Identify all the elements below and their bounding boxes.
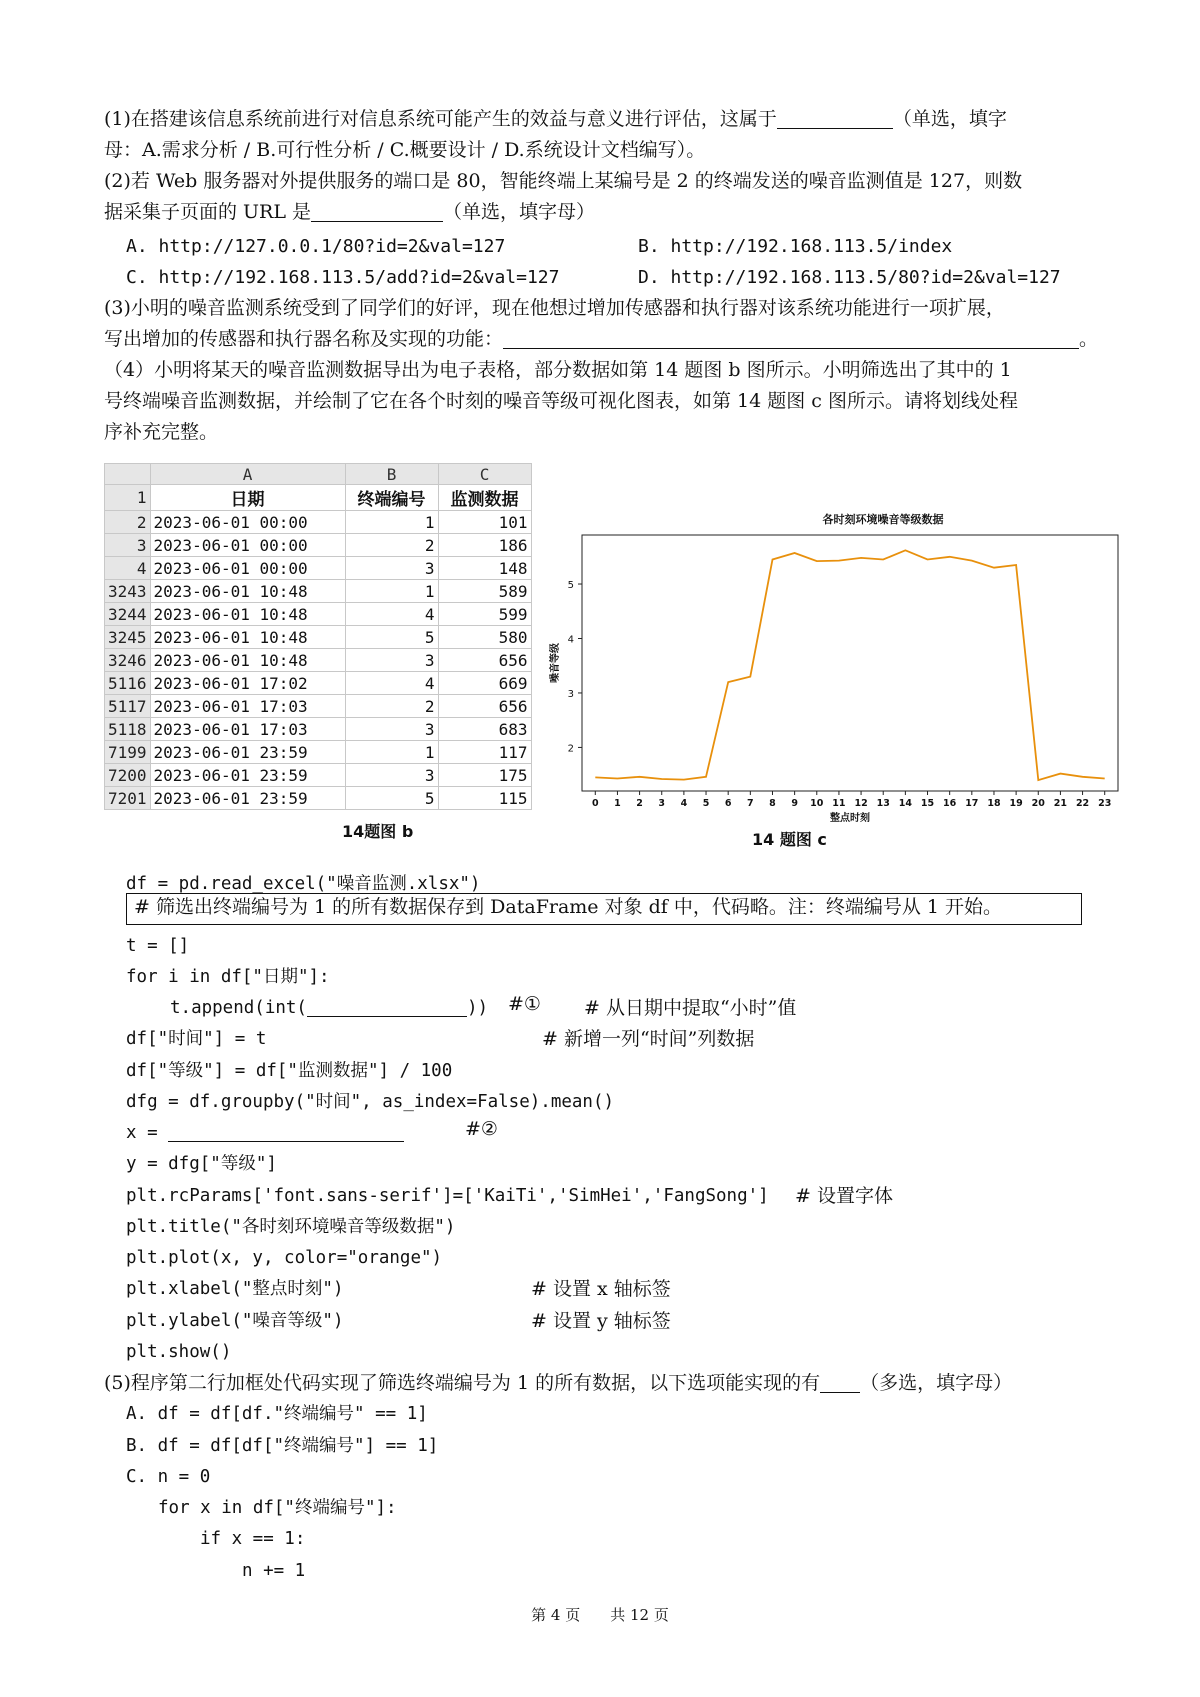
row-header: 3 [105,534,151,557]
table-row [105,557,532,580]
code-line-5 [170,993,488,1024]
y-tick-label: 5 [567,580,574,592]
cell-date: 2023-06-01 00:00 [150,534,345,557]
code-line-6: df["时间"] = t [126,1029,267,1049]
cell-id: 3 [345,718,438,741]
cell-date: 2023-06-01 00:00 [150,511,345,534]
x-tick-label: 2 [636,798,643,809]
q2-option-b: B. http://192.168.113.5/index [638,236,953,257]
cell-value: 101 [438,511,531,534]
blank-1[interactable] [307,996,467,1017]
chart-plot-frame [582,535,1118,791]
table-row [105,718,532,741]
cell-value: 656 [438,649,531,672]
cell-id: 4 [345,672,438,695]
code-line-10: y = dfg["等级"] [126,1154,277,1174]
table-row [105,580,532,603]
x-tick-label: 23 [1098,798,1112,809]
chart-series [595,550,1104,780]
cell-value: 186 [438,534,531,557]
table-row [105,741,532,764]
q2-answer-blank[interactable] [311,201,443,222]
row-header: 7200 [105,764,151,787]
x-tick-label: 22 [1075,798,1090,809]
row-header: 3245 [105,626,151,649]
q3-period: 。 [1079,328,1099,350]
q4-text-3: 序补充完整。 [104,421,219,443]
q4-text-2: 号终端噪音监测数据，并绘制了它在各个时刻的噪音等级可视化图表，如第 14 题图 c 图所示。请将划线处程 [104,390,1018,412]
x-tick-label: 20 [1031,798,1045,809]
code-line-11-comment: # 设置字体 [795,1185,893,1207]
cell-value: 599 [438,603,531,626]
column-header-a: A [150,464,345,485]
question-2 [104,166,1114,228]
cell-value: 589 [438,580,531,603]
question-1 [104,104,1114,166]
x-tick-label: 14 [898,798,912,809]
table-row [105,787,532,810]
code-line-7: df["等级"] = df["监测数据"] / 100 [126,1061,453,1081]
x-tick-label: 15 [920,798,935,809]
x-tick-label: 0 [591,798,599,809]
code-line-15: plt.ylabel("噪音等级") [126,1311,344,1331]
cell-date: 2023-06-01 10:48 [150,580,345,603]
q1-hint: （单选，填字 [892,108,1007,130]
q5-option-c-line-1: C. n = 0 [126,1467,211,1487]
code-line-5-start: t.append(int( [170,998,307,1018]
x-tick-label: 1 [614,798,621,809]
cell-value: 175 [438,764,531,787]
x-tick-label: 12 [854,798,868,809]
cell-date: 2023-06-01 23:59 [150,787,345,810]
code-line-1: df = pd.read_excel("噪音监测.xlsx") [126,874,481,894]
q2-option-c: C. http://192.168.113.5/add?id=2&val=127 [126,267,560,288]
row-header: 4 [105,557,151,580]
q2-option-d: D. http://192.168.113.5/80?id=2&val=127 [638,267,1061,288]
x-tick-label: 8 [769,798,776,809]
row-header: 1 [105,485,151,511]
table-row [105,649,532,672]
cell-id: 1 [345,741,438,764]
row-header: 3246 [105,649,151,672]
cell-id: 2 [345,534,438,557]
q1-answer-blank[interactable] [777,108,893,129]
cell-date: 2023-06-01 10:48 [150,649,345,672]
cell-date: 2023-06-01 23:59 [150,764,345,787]
cell-date: 2023-06-01 17:02 [150,672,345,695]
table-row [105,534,532,557]
question-5 [104,1368,1114,1399]
x-tick-label: 3 [658,798,666,809]
table-row [105,603,532,626]
cell-id: 5 [345,626,438,649]
cell-date: 2023-06-01 10:48 [150,603,345,626]
code-line-11: plt.rcParams['font.sans-serif']=['KaiTi','SimHei','FangSong'] [126,1186,769,1206]
y-axis-label: 噪音等级 [550,643,561,683]
row-header: 2 [105,511,151,534]
q5-option-c-line-4: n += 1 [242,1561,306,1581]
q5-answer-blank[interactable] [820,1372,860,1393]
x-tick-label: 9 [791,798,798,809]
x-tick-label: 4 [680,798,688,809]
q3-text: (3)小明的噪音监测系统受到了同学们的好评，现在他想过增加传感器和执行器对该系统功能进行一项扩展， [104,297,1005,319]
q5-option-c-line-2: for x in df["终端编号"]: [158,1498,397,1518]
row-header: 5116 [105,672,151,695]
series-line [595,550,1104,780]
code-line-12: plt.title("各时刻环境噪音等级数据") [126,1217,456,1237]
cell-id: 5 [345,787,438,810]
code-line-16: plt.show() [126,1342,232,1362]
q5-option-a: A. df = df[df."终端编号" == 1] [126,1404,428,1424]
q2-hint: （单选，填字母） [443,201,596,223]
x-tick-label: 7 [747,798,754,809]
x-tick-label: 5 [702,798,710,809]
code-line-14-comment: # 设置 x 轴标签 [531,1278,671,1300]
x-axis-ticks [592,791,1111,809]
spreadsheet-table [104,463,532,810]
cell-id: 1 [345,580,438,603]
x-axis-label: 整点时刻 [830,813,870,824]
q5-text: (5)程序第二行加框处代码实现了筛选终端编号为 1 的所有数据，以下选项能实现的有 [104,1372,821,1394]
code-line-4: for i in df["日期"]: [126,967,330,987]
header-date: 日期 [150,485,345,511]
header-terminal-id: 终端编号 [345,485,438,511]
code-line-13: plt.plot(x, y, color="orange") [126,1248,443,1268]
figure-b-caption: 14题图 b [342,822,414,841]
code-line-15-comment: # 设置 y 轴标签 [531,1310,671,1332]
cell-date: 2023-06-01 17:03 [150,695,345,718]
x-tick-label: 16 [943,798,957,809]
row-header: 3243 [105,580,151,603]
q2-option-a: A. http://127.0.0.1/80?id=2&val=127 [126,236,506,257]
cell-date: 2023-06-01 10:48 [150,626,345,649]
cell-id: 1 [345,511,438,534]
spreadsheet-figure-b [104,463,540,830]
page-footer: 第 4 页 共 12 页 [531,1606,669,1624]
cell-id: 3 [345,764,438,787]
q5-option-b: B. df = df[df["终端编号"] == 1] [126,1436,439,1456]
blank-2[interactable] [168,1121,404,1142]
figure-c-caption: 14 题图 c [752,830,827,849]
code-line-8: dfg = df.groupby("时间", as_index=False).mean() [126,1092,615,1112]
q3-text-2: 写出增加的传感器和执行器名称及实现的功能： [104,328,504,350]
code-line-3: t = [] [126,936,190,956]
code-line-9-start: x = [126,1123,158,1143]
code-line-14: plt.xlabel("整点时刻") [126,1279,344,1299]
row-header: 3244 [105,603,151,626]
q3-answer-blank[interactable] [503,328,1079,349]
q5-hint: （多选，填字母） [860,1372,1013,1394]
cell-value: 656 [438,695,531,718]
q1-text: (1)在搭建该信息系统前进行对信息系统可能产生的效益与意义进行评估，这属于 [104,108,777,130]
q2-text: (2)若 Web 服务器对外提供服务的端口是 80，智能终端上某编号是 2 的终端发送的噪音监测值是 127，则数 [104,170,1023,192]
x-tick-label: 21 [1053,798,1068,809]
table-row [105,695,532,718]
cell-id: 3 [345,649,438,672]
row-header: 7201 [105,787,151,810]
code-line-9 [126,1118,404,1149]
x-tick-label: 11 [832,798,846,809]
question-3 [104,293,1114,355]
q2-text-2: 据采集子页面的 URL 是 [104,201,312,223]
table-row [105,626,532,649]
cell-date: 2023-06-01 23:59 [150,741,345,764]
cell-value: 115 [438,787,531,810]
q4-text: （4）小明将某天的噪音监测数据导出为电子表格，部分数据如第 14 题图 b 图所示。小明筛选出了其中的 1 [104,359,1012,381]
column-header-b: B [345,464,438,485]
header-measurement: 监测数据 [438,485,531,511]
x-tick-label: 13 [876,798,890,809]
cell-id: 3 [345,557,438,580]
y-axis-ticks [568,580,582,754]
cell-value: 580 [438,626,531,649]
cell-date: 2023-06-01 17:03 [150,718,345,741]
cell-date: 2023-06-01 00:00 [150,557,345,580]
q1-options: 母：A.需求分析 / B.可行性分析 / C.概要设计 / D.系统设计文档编写）。 [104,139,706,161]
x-tick-label: 6 [724,798,732,809]
cell-value: 683 [438,718,531,741]
row-header: 5118 [105,718,151,741]
x-tick-label: 10 [810,798,824,809]
cell-value: 148 [438,557,531,580]
cell-id: 2 [345,695,438,718]
code-line-6-comment: # 新增一列“时间”列数据 [542,1028,755,1050]
y-tick-label: 4 [567,634,574,646]
y-tick-label: 3 [567,688,574,700]
chart-title: 各时刻环境噪音等级数据 [822,513,944,526]
x-tick-label: 19 [1009,798,1023,809]
sheet-corner [105,464,151,485]
x-tick-label: 18 [987,798,1001,809]
q5-option-c-line-3: if x == 1: [200,1529,306,1549]
y-tick-label: 2 [567,743,574,755]
row-header: 7199 [105,741,151,764]
line-chart-figure-c [548,505,1112,829]
code-line-5-end: )) [466,998,489,1018]
blank-2-marker: #② [465,1118,498,1140]
code-line-5-comment: # 从日期中提取“小时”值 [584,997,797,1019]
table-row [105,764,532,787]
column-header-c: C [438,464,531,485]
cell-id: 4 [345,603,438,626]
question-4 [104,355,1114,448]
cell-value: 117 [438,741,531,764]
code-line-2-comment: # 筛选出终端编号为 1 的所有数据保存到 DataFrame 对象 df 中，代码略。注：终端编号从 1 开始。 [134,896,1003,918]
row-header: 5117 [105,695,151,718]
cell-value: 669 [438,672,531,695]
x-tick-label: 17 [965,798,979,809]
table-row [105,511,532,534]
table-row [105,672,532,695]
blank-1-marker: #① [508,993,541,1015]
